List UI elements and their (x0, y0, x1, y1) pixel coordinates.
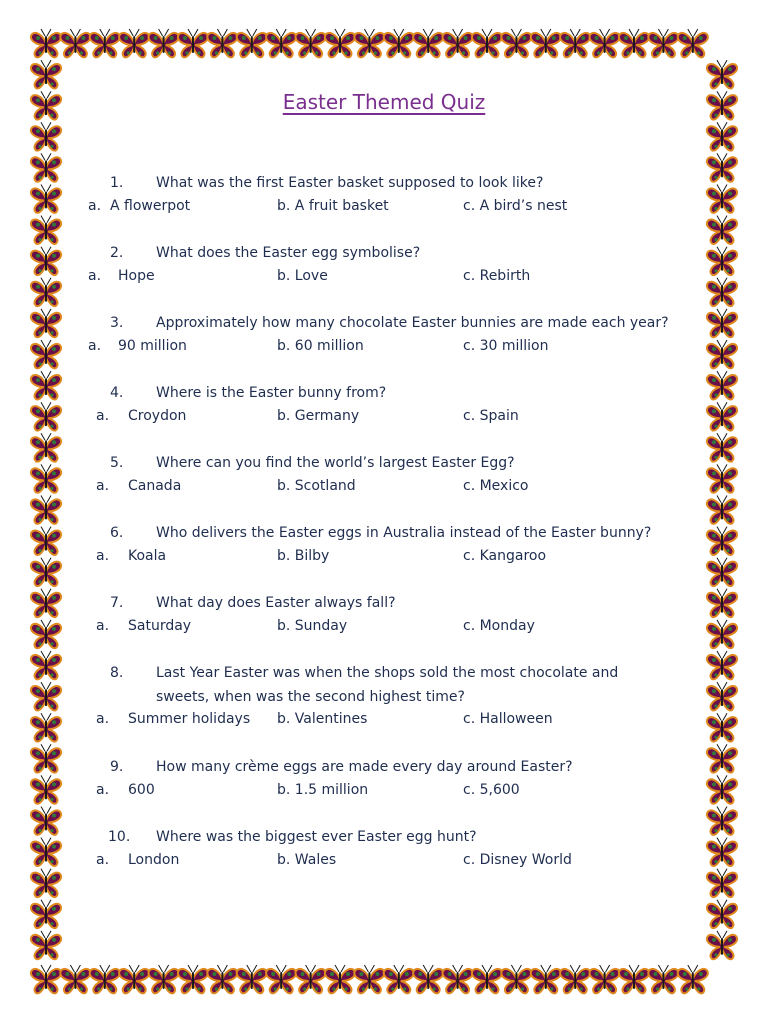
butterfly-icon (119, 965, 149, 993)
butterfly-icon (207, 965, 237, 993)
butterfly-icon (31, 869, 61, 897)
answer-b: b. Valentines (277, 711, 368, 727)
answer-a: Koala (128, 548, 167, 564)
answer-b: b. Wales (277, 852, 337, 868)
butterfly-icon (60, 29, 90, 57)
butterfly-icon (619, 29, 649, 57)
answer-letter: a. (96, 478, 110, 494)
butterfly-icon (354, 29, 384, 57)
butterfly-icon (31, 744, 61, 772)
butterfly-icon (707, 838, 737, 866)
answer-c: c. Monday (463, 618, 535, 634)
answer-c: c. Disney World (463, 852, 572, 868)
butterfly-icon (707, 402, 737, 430)
question-text: Where is the Easter bunny from? (156, 385, 387, 401)
question-text: Who delivers the Easter eggs in Australia instead of the Easter bunny? (156, 525, 652, 541)
answer-a: Croydon (128, 408, 187, 424)
butterfly-icon (531, 965, 561, 993)
butterfly-icon (707, 558, 737, 586)
butterfly-icon (707, 651, 737, 679)
answer-b: b. Love (277, 268, 328, 284)
question-text: What does the Easter egg symbolise? (156, 245, 421, 261)
butterfly-icon (90, 29, 120, 57)
butterfly-icon (707, 620, 737, 648)
butterfly-icon (31, 60, 61, 88)
butterfly-icon (178, 965, 208, 993)
butterfly-icon (207, 29, 237, 57)
butterfly-icon (31, 620, 61, 648)
butterfly-icon (266, 29, 296, 57)
butterfly-icon (31, 153, 61, 181)
butterfly-icon (707, 869, 737, 897)
butterfly-icon (31, 682, 61, 710)
answer-c: c. Halloween (463, 711, 553, 727)
butterfly-icon (31, 278, 61, 306)
butterfly-icon (707, 153, 737, 181)
butterfly-icon (31, 931, 61, 959)
question-text: What was the first Easter basket supposed to look like? (156, 175, 544, 191)
question-text: How many crème eggs are made every day around Easter? (156, 759, 573, 775)
answer-c: c. A bird’s nest (463, 198, 568, 214)
answer-a: Hope (118, 268, 155, 284)
butterfly-icon (31, 340, 61, 368)
butterfly-icon (31, 807, 61, 835)
butterfly-icon (531, 29, 561, 57)
butterfly-icon (413, 965, 443, 993)
butterfly-icon (31, 433, 61, 461)
answer-c: c. Rebirth (463, 268, 531, 284)
butterfly-icon (707, 589, 737, 617)
answer-b: b. Bilby (277, 548, 330, 564)
answer-letter: a. (96, 408, 110, 424)
butterfly-icon (648, 29, 678, 57)
question-number: 3. (110, 315, 124, 331)
butterfly-icon (31, 185, 61, 213)
butterfly-icon (707, 464, 737, 492)
butterfly-icon (325, 29, 355, 57)
answer-a: 90 million (118, 338, 187, 354)
question-text: Last Year Easter was when the shops sold the most chocolate and (156, 665, 619, 681)
butterfly-icon (707, 713, 737, 741)
question-text: What day does Easter always fall? (156, 595, 396, 611)
butterfly-icon (31, 309, 61, 337)
butterfly-icon (31, 122, 61, 150)
butterfly-icon (707, 216, 737, 244)
butterfly-icon (31, 775, 61, 803)
question-number: 1. (110, 175, 124, 191)
question-text: Where was the biggest ever Easter egg hunt? (156, 829, 477, 845)
answer-b: b. A fruit basket (277, 198, 389, 214)
butterfly-icon (296, 29, 326, 57)
butterfly-icon (678, 965, 708, 993)
answer-a: Saturday (128, 618, 192, 634)
butterfly-icon (384, 965, 414, 993)
answer-a: Summer holidays (128, 711, 251, 727)
question-number: 2. (110, 245, 124, 261)
question-number: 5. (110, 455, 124, 471)
answer-b: b. 60 million (277, 338, 364, 354)
butterfly-icon (237, 29, 267, 57)
butterfly-icon (707, 433, 737, 461)
answer-c: c. 30 million (463, 338, 549, 354)
butterfly-icon (707, 309, 737, 337)
answer-a: A flowerpot (110, 198, 191, 214)
butterfly-icon (90, 965, 120, 993)
question-text: Where can you find the world’s largest Easter Egg? (156, 455, 515, 471)
butterfly-icon (501, 965, 531, 993)
answer-letter: a. (96, 711, 110, 727)
butterfly-icon (31, 527, 61, 555)
butterfly-icon (443, 965, 473, 993)
butterfly-icon (590, 29, 620, 57)
butterfly-icon (266, 965, 296, 993)
butterfly-icon (31, 900, 61, 928)
butterfly-icon (707, 122, 737, 150)
butterfly-icon (707, 931, 737, 959)
page-title: Easter Themed Quiz (282, 90, 486, 114)
question-number: 9. (110, 759, 124, 775)
butterfly-icon (472, 29, 502, 57)
butterfly-icon (119, 29, 149, 57)
butterfly-icon (707, 496, 737, 524)
butterfly-icon (707, 60, 737, 88)
butterfly-icon (707, 807, 737, 835)
butterfly-icon (707, 775, 737, 803)
butterfly-icon (560, 29, 590, 57)
answer-a: Canada (128, 478, 182, 494)
answer-a: London (128, 852, 180, 868)
question-text: sweets, when was the second highest time? (156, 689, 465, 705)
answer-b: b. Scotland (277, 478, 356, 494)
answer-c: c. Spain (463, 408, 519, 424)
butterfly-icon (31, 589, 61, 617)
question-number: 6. (110, 525, 124, 541)
butterfly-icon (325, 965, 355, 993)
butterfly-icon (707, 371, 737, 399)
answer-b: b. Germany (277, 408, 360, 424)
butterfly-icon (707, 744, 737, 772)
butterfly-icon (707, 185, 737, 213)
question-text: Approximately how many chocolate Easter bunnies are made each year? (156, 315, 669, 331)
question-number: 10. (108, 829, 131, 845)
question-number: 7. (110, 595, 124, 611)
butterfly-icon (31, 651, 61, 679)
butterfly-icon (31, 838, 61, 866)
answer-letter: a. (96, 548, 110, 564)
butterfly-icon (31, 713, 61, 741)
butterfly-icon (31, 371, 61, 399)
butterfly-icon (60, 965, 90, 993)
answer-c: c. Kangaroo (463, 548, 547, 564)
butterfly-icon (384, 29, 414, 57)
answer-c: c. Mexico (463, 478, 529, 494)
answer-letter: a. (96, 782, 110, 798)
butterfly-icon (31, 464, 61, 492)
answer-letter: a. (88, 268, 102, 284)
butterfly-icon (707, 278, 737, 306)
butterfly-icon (149, 29, 179, 57)
butterfly-icon (296, 965, 326, 993)
butterfly-icon (443, 29, 473, 57)
butterfly-icon (472, 965, 502, 993)
butterfly-icon (31, 247, 61, 275)
butterfly-icon (178, 29, 208, 57)
answer-b: b. 1.5 million (277, 782, 369, 798)
butterfly-icon (707, 340, 737, 368)
butterfly-icon (560, 965, 590, 993)
butterfly-icon (31, 402, 61, 430)
butterfly-icon (619, 965, 649, 993)
answer-letter: a. (88, 338, 102, 354)
answer-letter: a. (88, 198, 102, 214)
answer-c: c. 5,600 (463, 782, 520, 798)
butterfly-icon (707, 247, 737, 275)
butterfly-icon (237, 965, 267, 993)
butterfly-icon (31, 496, 61, 524)
butterfly-icon (31, 29, 61, 57)
question-number: 4. (110, 385, 124, 401)
answer-a: 600 (128, 782, 155, 798)
butterfly-icon (678, 29, 708, 57)
butterfly-icon (501, 29, 531, 57)
butterfly-icon (707, 682, 737, 710)
answer-b: b. Sunday (277, 618, 348, 634)
butterfly-icon (707, 900, 737, 928)
butterfly-icon (354, 965, 384, 993)
butterfly-icon (413, 29, 443, 57)
butterfly-icon (149, 965, 179, 993)
answer-letter: a. (96, 852, 110, 868)
butterfly-icon (707, 527, 737, 555)
butterfly-icon (648, 965, 678, 993)
answer-letter: a. (96, 618, 110, 634)
butterfly-icon (31, 216, 61, 244)
butterfly-icon (31, 965, 61, 993)
butterfly-icon (590, 965, 620, 993)
question-number: 8. (110, 665, 124, 681)
butterfly-icon (31, 558, 61, 586)
